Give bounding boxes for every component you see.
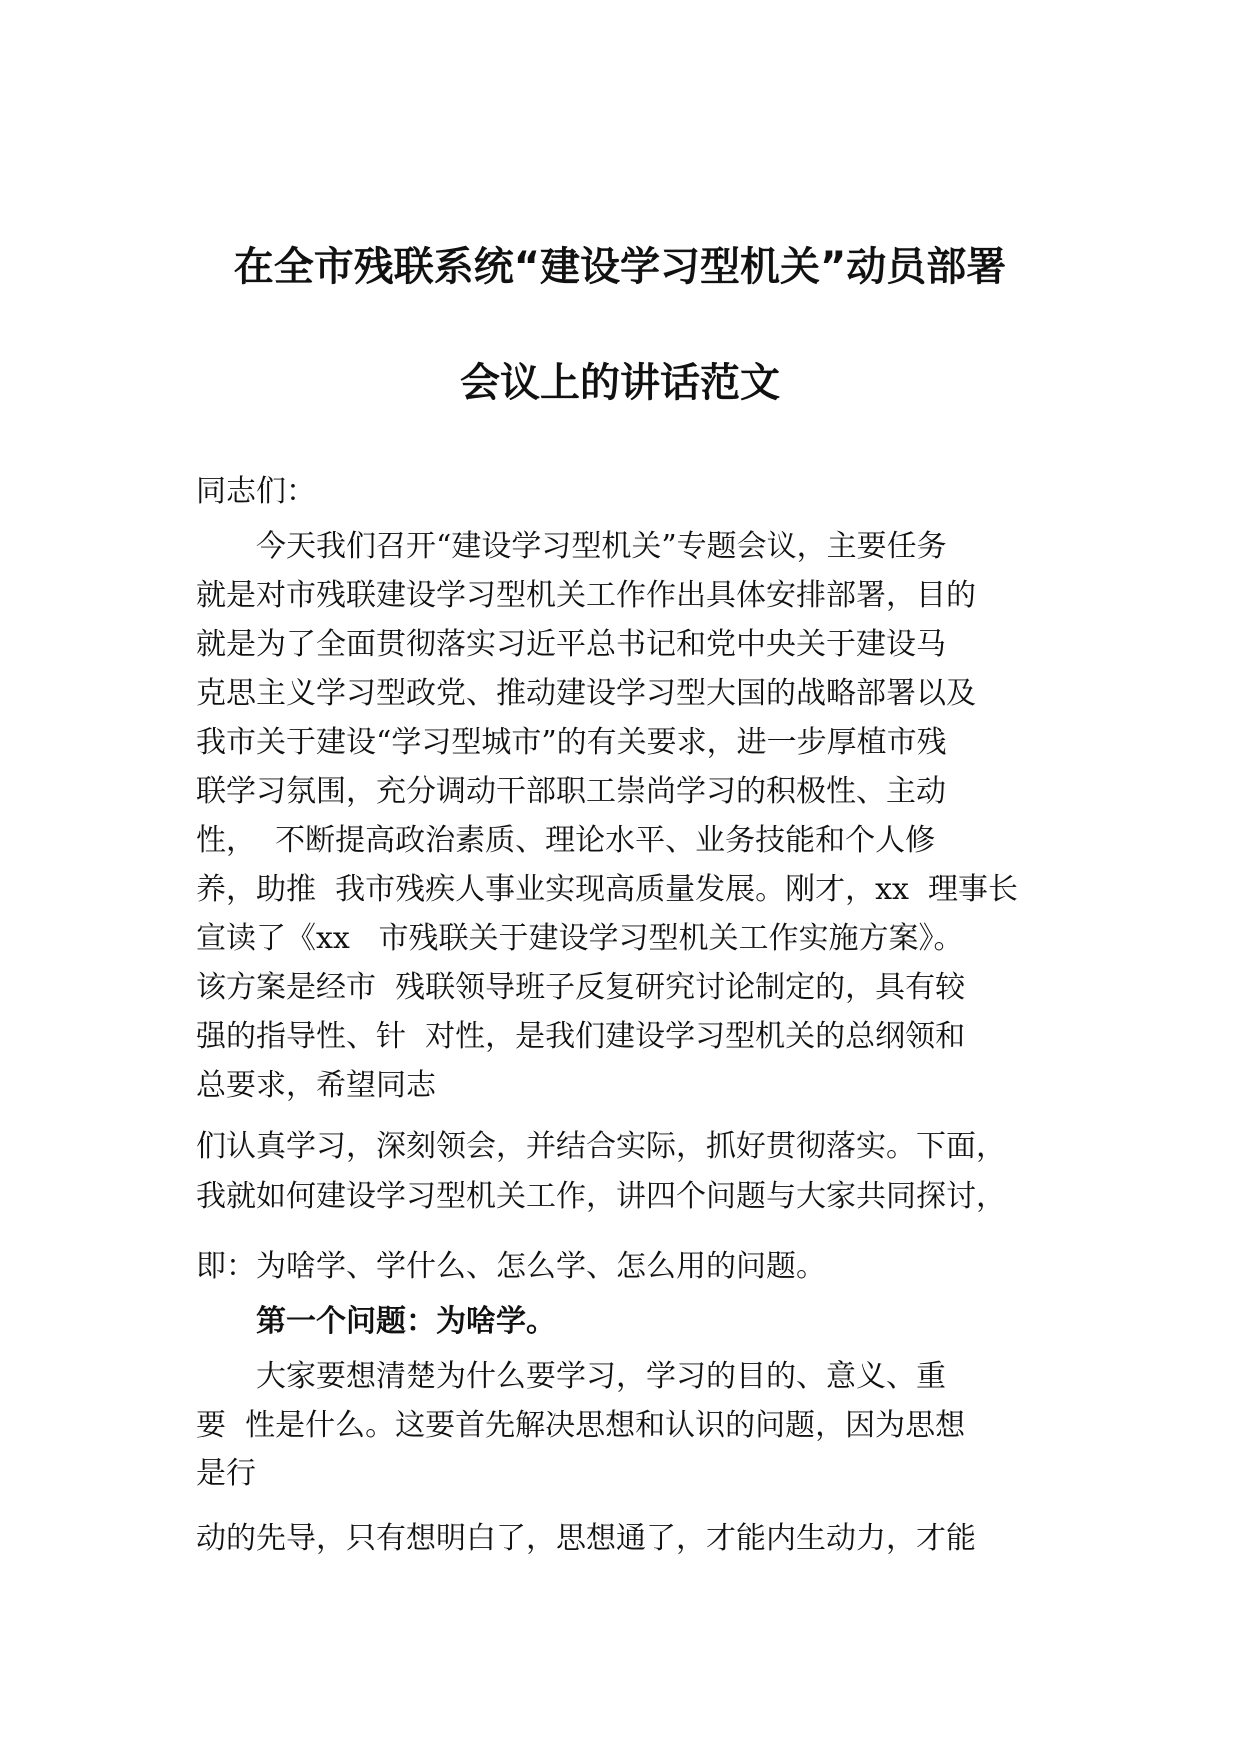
body-line: 联学习氛围，充分调动干部职工崇尚学习的积极性、主动 xyxy=(196,774,946,809)
body-line: 总要求，希望同志 xyxy=(196,1068,436,1103)
body-line: 是行 xyxy=(196,1456,256,1491)
section-heading: 第一个问题：为啥学。 xyxy=(256,1304,556,1339)
body-line: 们认真学习，深刻领会，并结合实际，抓好贯彻落实。下面， xyxy=(196,1129,1006,1164)
body-line: 我就如何建设学习型机关工作，讲四个问题与大家共同探讨， xyxy=(196,1179,1006,1214)
body-line: 该方案是经市 残联领导班子反复研究讨论制定的，具有较 xyxy=(196,970,966,1005)
body-line: 克思主义学习型政党、推动建设学习型大国的战略部署以及 xyxy=(196,676,976,711)
body-line: 动的先导，只有想明白了，思想通了，才能内生动力，才能 xyxy=(196,1521,976,1556)
document-title-line-1: 在全市残联系统“建设学习型机关”动员部署 xyxy=(233,244,1007,290)
body-line: 就是为了全面贯彻落实习近平总书记和党中央关于建设马 xyxy=(196,627,946,662)
greeting: 同志们： xyxy=(196,474,316,509)
body-line: 大家要想清楚为什么要学习，学习的目的、意义、重 xyxy=(256,1359,946,1394)
document-title-line-2: 会议上的讲话范文 xyxy=(460,360,780,406)
body-line: 今天我们召开“建设学习型机关”专题会议，主要任务 xyxy=(256,529,947,564)
body-line: 即：为啥学、学什么、怎么学、怎么用的问题。 xyxy=(196,1249,826,1284)
body-line: 我市关于建设“学习型城市”的有关要求，进一步厚植市残 xyxy=(196,725,947,760)
body-line: 宣读了《xx 市残联关于建设学习型机关工作实施方案》。 xyxy=(196,921,964,956)
body-line: 性， 不断提高政治素质、理论水平、业务技能和个人修 xyxy=(196,823,936,858)
body-line: 强的指导性、针 对性，是我们建设学习型机关的总纲领和 xyxy=(196,1019,966,1054)
body-line: 就是对市残联建设学习型机关工作作出具体安排部署，目的 xyxy=(196,578,976,613)
body-line: 要 性是什么。这要首先解决思想和认识的问题，因为思想 xyxy=(196,1408,966,1443)
body-line: 养，助推 我市残疾人事业实现高质量发展。刚才，xx 理事长 xyxy=(196,872,1018,907)
